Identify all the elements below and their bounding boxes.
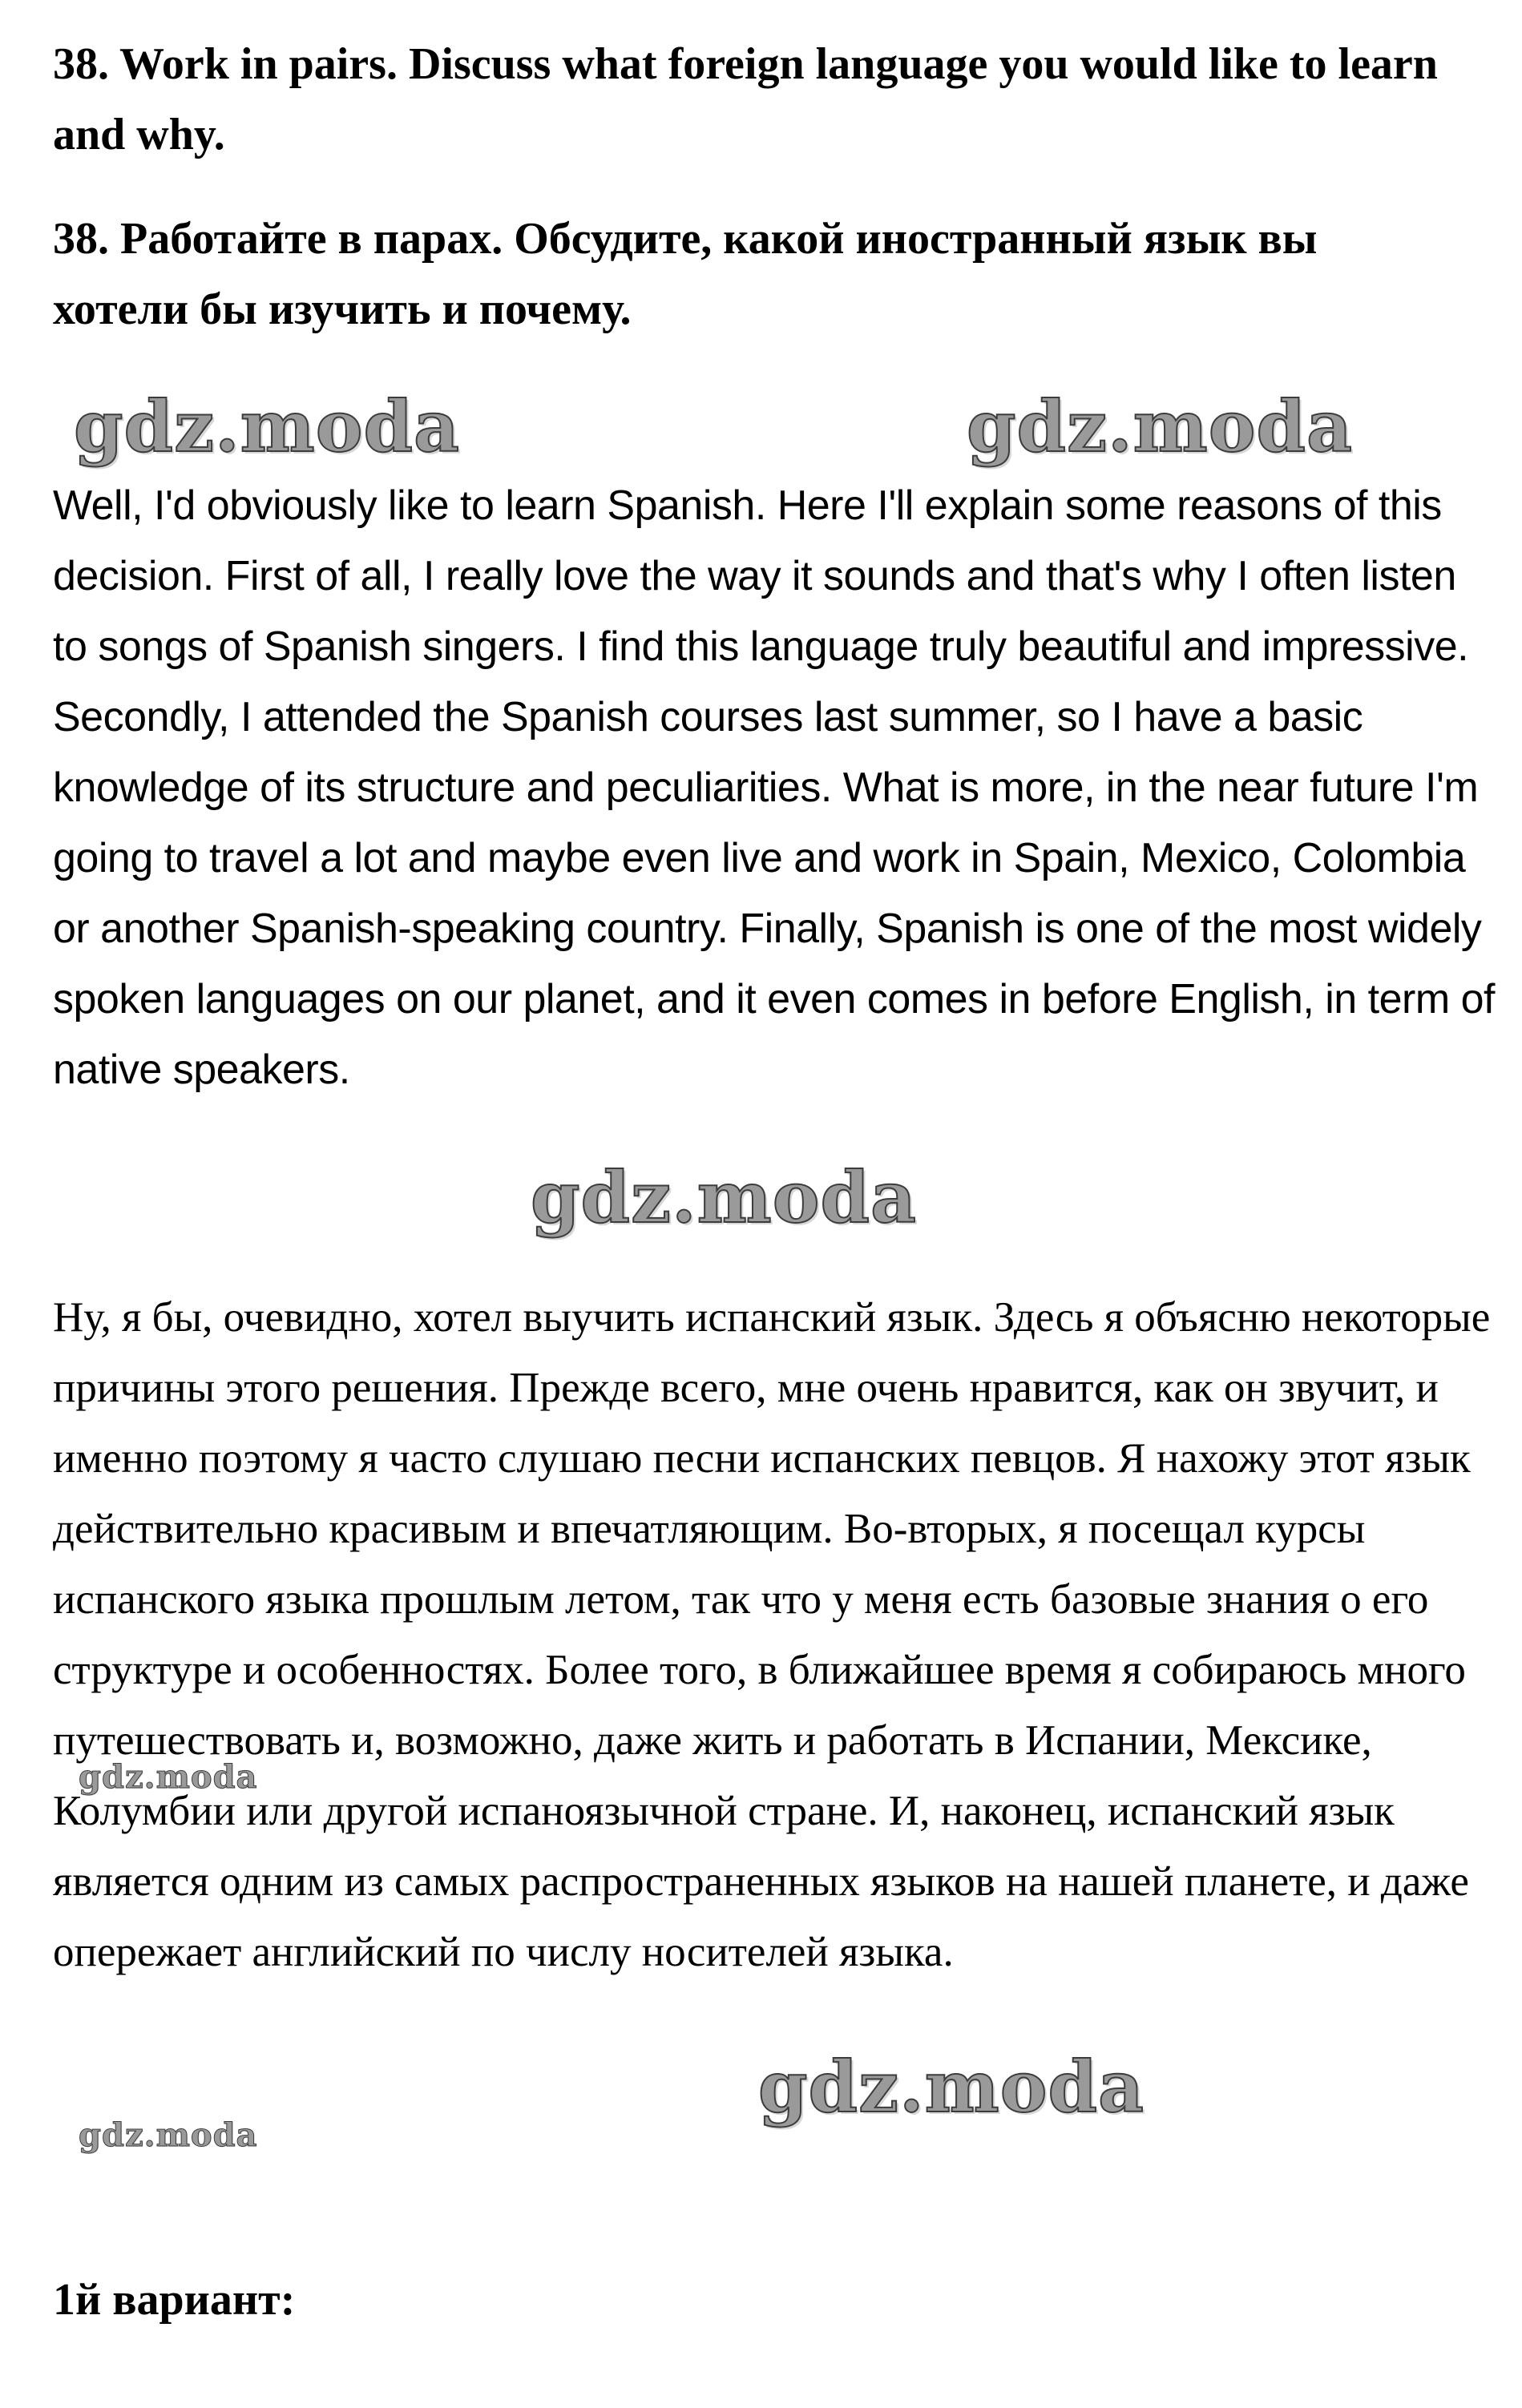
answer-paragraph-russian: Ну, я бы, очевидно, хотел выучить испанский язык. Здесь я объясню некоторые причины этого решения. Прежде всего, мне очень нравится, как он звучит, и именно поэтому я часто слушаю песни испанских певцов. Я нахожу этот язык действительно красивым и впечатляющим. Во-вторых, я посещал курсы испанского языка прошлым летом, так что у меня есть базовые знания о его структуре и особенностях. Более того, в ближайшее время я собираюсь много путешествовать и, возможно, даже жить и работать в Испании, Мексике, Колумбии или другой испаноязычной стране. И, наконец, испанский язык является одним из самых распространенных языков на нашей планете, и даже опережает английский по числу носителей языка. — [53, 1294, 1491, 1975]
watermark-logo: gdz.moda — [758, 2045, 1145, 2128]
task-heading-russian: 38. Работайте в парах. Обсудите, какой иностранный язык вы хотели бы изучить и почему. — [53, 214, 1318, 334]
watermark-logo: gdz.moda — [967, 385, 1354, 468]
watermark-logo: gdz.moda — [79, 1758, 258, 1796]
answer-paragraph-english: Well, I'd obviously like to learn Spanish. Here I'll explain some reasons of this decision. First of all, I really love the way it sounds and that's why I often listen to songs of Spanish singers. I find this language truly beautiful and impressive. Secondly, I attended the Spanish courses last summer, so I have a basic knowledge of its structure and peculiarities. What is more, in the near future I'm going to travel a lot and maybe even live and work in Spain, Mexico, Colombia or another Spanish-speaking country. Finally, Spanish is one of the most widely spoken languages on our planet, and it even comes in before English, in term of native speakers. — [53, 482, 1495, 1093]
task-heading-english: 38. Work in pairs. Discuss what foreign language you would like to learn and why. — [53, 39, 1438, 159]
variant-heading: 1й вариант: — [53, 2275, 296, 2325]
watermark-logo: gdz.moda — [531, 1156, 918, 1239]
watermark-logo: gdz.moda — [74, 385, 461, 468]
watermark-logo: gdz.moda — [79, 2116, 258, 2154]
